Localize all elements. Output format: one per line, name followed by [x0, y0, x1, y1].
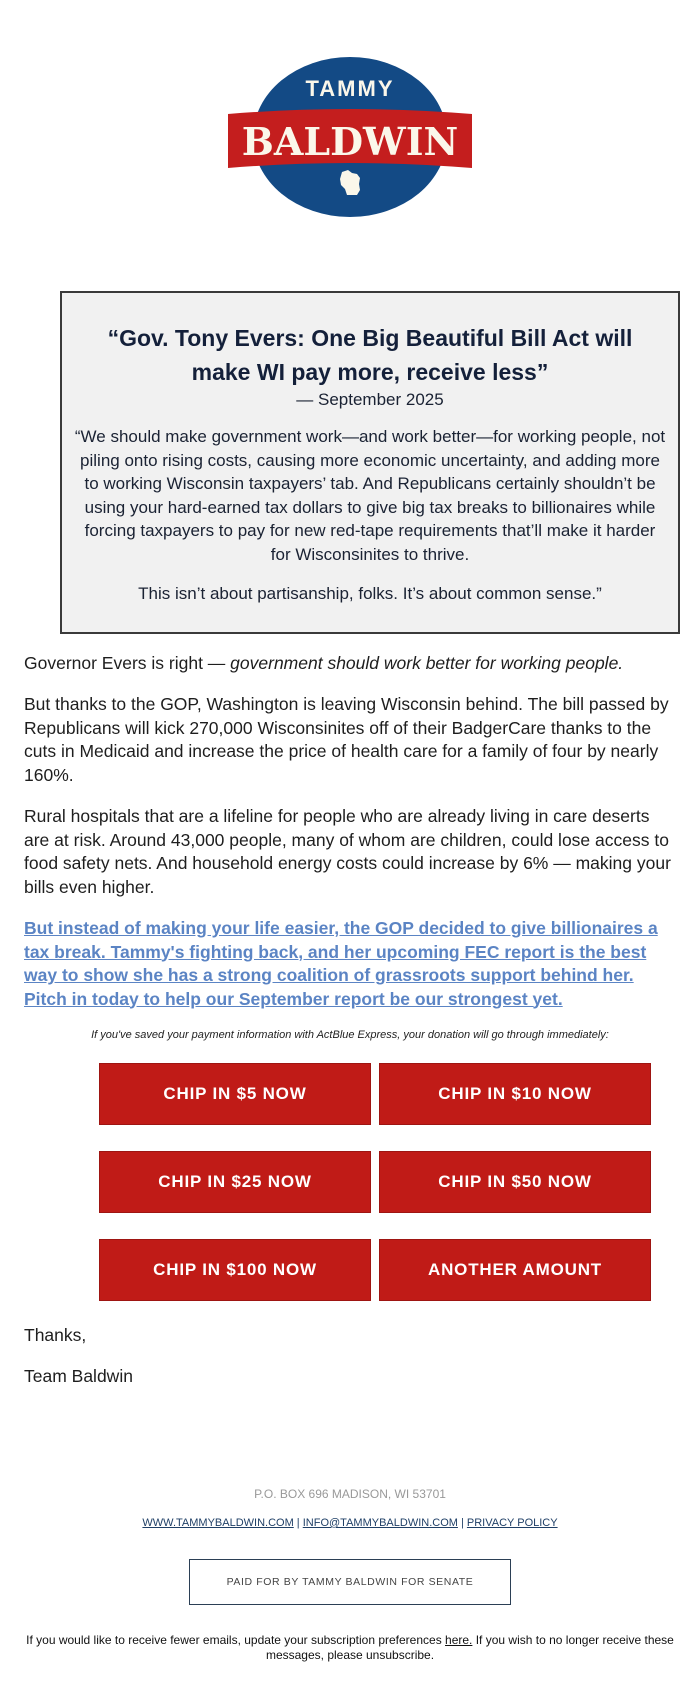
email-body [24, 652, 676, 1012]
logo-header [0, 0, 700, 222]
body-paragraph: But thanks to the GOP, Washington is leaving Wisconsin behind. The bill passed by Republicans will kick 270,000 Wisconsinites off of their BadgerCare thanks to the cuts in Medicaid and increase the price of health care for a family of four by nearly 160%. [24, 694, 669, 785]
chip-in-50-button[interactable]: CHIP IN $50 NOW [379, 1151, 651, 1213]
body-paragraph: Rural hospitals that are a lifeline for people who are already living in care deserts are at risk. Around 43,000 people, many of whom are children, could lose access to food safety nets. And household energy costs could increase by 6% — making your bills even higher. [24, 806, 671, 897]
quote-date: — September 2025 [296, 390, 444, 409]
donation-buttons [99, 1063, 651, 1301]
quote-paragraph: This isn’t about partisanship, folks. It’s about common sense.” [138, 584, 602, 603]
text: If you wish to no longer receive these messages, please unsubscribe. [265, 1633, 674, 1662]
quote-box [60, 291, 680, 634]
separator: | [457, 1517, 467, 1529]
unsubscribe-text [0, 1633, 700, 1693]
signoff-team: Team Baldwin [24, 1366, 133, 1386]
mailing-address: P.O. BOX 696 MADISON, WI 53701 [254, 1487, 446, 1501]
preferences-link[interactable]: here. [445, 1633, 473, 1647]
email-link[interactable]: INFO@TAMMYBALDWIN.COM [302, 1517, 458, 1529]
chip-in-25-button[interactable]: CHIP IN $25 NOW [99, 1151, 371, 1213]
separator: | [293, 1517, 303, 1529]
chip-in-100-button[interactable]: CHIP IN $100 NOW [99, 1239, 371, 1301]
privacy-policy-link[interactable]: PRIVACY POLICY [466, 1517, 558, 1529]
tammy-baldwin-logo [220, 52, 480, 222]
donate-cta-link[interactable]: But instead of making your life easier, the GOP decided to give billionaires a tax break. Tammy's fighting back, and her upcoming FEC report is the best way to show she has a strong coalition of grassroots support behind her. Pitch in today to help our September report be our strongest yet. [24, 918, 658, 1009]
footer-links [0, 1517, 700, 1529]
quote-paragraph: “We should make government work—and work better—for working people, not piling onto rising costs, causing more economic uncertainty, and adding more to working Wisconsin taxpayers’ tab. And Republicans certainly shouldn’t be using your hard-earned tax dollars to give big tax breaks to billionaires while forcing taxpayers to pay for new red-tape requirements that’ll make it harder for Wisconsinites to thrive. [74, 427, 666, 564]
chip-in-5-button[interactable]: CHIP IN $5 NOW [99, 1063, 371, 1125]
emphasis-text: government should work better for working people. [230, 652, 624, 673]
website-link[interactable]: WWW.TAMMYBALDWIN.COM [142, 1517, 294, 1529]
paid-for-disclaimer: PAID FOR BY TAMMY BALDWIN FOR SENATE [189, 1559, 511, 1605]
cta-paragraph [24, 917, 676, 1011]
svg-text:BALDWIN: BALDWIN [241, 119, 459, 164]
text: Governor Evers is right — [24, 652, 231, 673]
text: If you would like to receive fewer emails, update your subscription preferences [26, 1633, 446, 1647]
another-amount-button[interactable]: ANOTHER AMOUNT [379, 1239, 651, 1301]
body-paragraph [24, 652, 676, 676]
actblue-express-note: If you've saved your payment information with ActBlue Express, your donation will go through immediately: [91, 1029, 609, 1041]
signoff-thanks: Thanks, [24, 1325, 87, 1345]
svg-text:TAMMY: TAMMY [305, 76, 395, 101]
quote-title: “Gov. Tony Evers: One Big Beautiful Bill Act will make WI pay more, receive less” [107, 325, 633, 385]
chip-in-10-button[interactable]: CHIP IN $10 NOW [379, 1063, 651, 1125]
